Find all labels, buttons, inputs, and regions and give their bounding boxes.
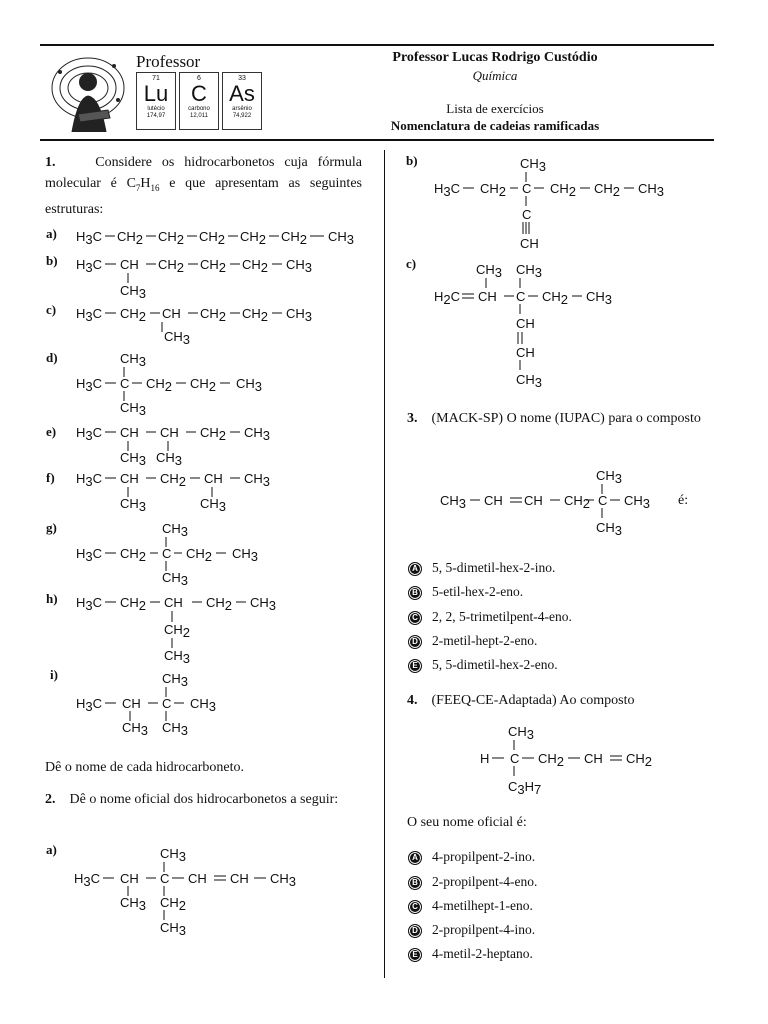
svg-text:CH2: CH2 bbox=[158, 257, 185, 275]
svg-text:CH3: CH3 bbox=[232, 546, 259, 564]
list-title: Lista de exercícios bbox=[446, 101, 544, 116]
svg-text:C: C bbox=[522, 207, 532, 222]
svg-text:CH: CH bbox=[524, 493, 543, 508]
column-divider bbox=[384, 150, 385, 978]
svg-text:CH3: CH3 bbox=[586, 289, 613, 307]
svg-text:CH2: CH2 bbox=[120, 546, 147, 564]
q2-label-b: b) bbox=[406, 153, 418, 168]
svg-text:CH3: CH3 bbox=[520, 156, 547, 174]
element-box-c: 6 C carbono 12,011 bbox=[179, 72, 219, 130]
option-a-badge: A bbox=[408, 562, 422, 576]
svg-text:H3C: H3C bbox=[76, 257, 103, 275]
svg-text:CH: CH bbox=[230, 871, 249, 886]
svg-text:CH: CH bbox=[120, 871, 139, 886]
q4-option-e: E 4-metil-2-heptano. bbox=[408, 946, 533, 962]
svg-text:CH3: CH3 bbox=[244, 425, 271, 443]
svg-text:CH3: CH3 bbox=[120, 400, 147, 417]
svg-text:CH2: CH2 bbox=[186, 546, 213, 564]
structure-q1-e bbox=[76, 423, 366, 467]
q2-label-c: c) bbox=[406, 256, 417, 271]
option-b-badge: B bbox=[408, 876, 422, 890]
svg-text:CH3: CH3 bbox=[286, 257, 313, 275]
svg-text:CH3: CH3 bbox=[270, 871, 297, 889]
q4-option-b: B 2-propilpent-4-eno. bbox=[408, 874, 537, 890]
svg-text:CH3: CH3 bbox=[120, 351, 147, 369]
svg-text:CH: CH bbox=[204, 471, 223, 486]
svg-text:CH3: CH3 bbox=[638, 181, 665, 199]
svg-text:CH2: CH2 bbox=[206, 595, 233, 613]
logo-word: Professor bbox=[136, 52, 201, 71]
svg-text:CH: CH bbox=[584, 751, 603, 766]
option-e-badge: E bbox=[408, 659, 422, 673]
svg-text:C: C bbox=[522, 181, 532, 196]
svg-text:CH3: CH3 bbox=[120, 283, 147, 298]
structure-q1-b bbox=[76, 252, 366, 298]
svg-text:C: C bbox=[516, 289, 526, 304]
q2-label-a: a) bbox=[46, 842, 57, 857]
svg-text:CH3: CH3 bbox=[156, 450, 183, 467]
svg-text:CH2: CH2 bbox=[164, 622, 191, 640]
structure-q2-a bbox=[74, 844, 374, 956]
svg-text:CH3: CH3 bbox=[190, 696, 217, 714]
top-rule bbox=[40, 44, 714, 46]
svg-text:CH: CH bbox=[478, 289, 497, 304]
svg-text:C3H7: C3H7 bbox=[508, 779, 542, 797]
svg-text:CH: CH bbox=[516, 345, 535, 360]
svg-text:CH3: CH3 bbox=[122, 720, 149, 738]
svg-text:CH3: CH3 bbox=[164, 648, 191, 666]
svg-text:CH2: CH2 bbox=[146, 376, 173, 394]
svg-text:CH: CH bbox=[164, 595, 183, 610]
svg-text:CH2: CH2 bbox=[120, 306, 147, 324]
svg-text:CH2: CH2 bbox=[240, 229, 267, 247]
svg-text:CH3: CH3 bbox=[160, 846, 187, 864]
svg-text:CH3: CH3 bbox=[162, 570, 189, 587]
q1-label-h: h) bbox=[46, 591, 58, 606]
question-2: 2. Dê o nome oficial dos hidrocarbonetos a seguir: bbox=[45, 792, 339, 807]
svg-text:CH2: CH2 bbox=[242, 257, 269, 275]
svg-text:C: C bbox=[510, 751, 520, 766]
svg-text:CH2: CH2 bbox=[542, 289, 569, 307]
structure-q1-g bbox=[76, 519, 366, 587]
q4-option-d: D 2-propilpent-4-ino. bbox=[408, 922, 535, 938]
element-box-as: 33 As arsênio 74,922 bbox=[222, 72, 262, 130]
option-a-badge: A bbox=[408, 851, 422, 865]
structure-q4 bbox=[480, 722, 680, 798]
q1-label-e: e) bbox=[46, 424, 57, 439]
svg-text:CH3: CH3 bbox=[516, 262, 543, 280]
option-d-badge: D bbox=[408, 635, 422, 649]
option-c-badge: C bbox=[408, 900, 422, 914]
svg-text:CH: CH bbox=[188, 871, 207, 886]
q1-label-f: f) bbox=[46, 470, 55, 485]
q4-prompt: O seu nome oficial é: bbox=[407, 815, 527, 830]
topic-title: Nomenclatura de cadeias ramificadas bbox=[390, 118, 600, 133]
teacher-name: Professor Lucas Rodrigo Custódio bbox=[392, 50, 598, 65]
svg-text:C: C bbox=[160, 871, 170, 886]
svg-text:CH2: CH2 bbox=[281, 229, 308, 247]
svg-text:H3C: H3C bbox=[74, 871, 101, 889]
portrait-image bbox=[48, 52, 134, 132]
professor-logo bbox=[48, 52, 268, 132]
svg-text:CH2: CH2 bbox=[160, 471, 187, 489]
structure-q1-a bbox=[76, 224, 366, 248]
svg-text:CH2: CH2 bbox=[200, 257, 227, 275]
svg-text:C: C bbox=[162, 546, 172, 561]
svg-text:CH2: CH2 bbox=[120, 595, 147, 613]
svg-text:H3C: H3C bbox=[76, 229, 103, 247]
svg-text:CH3: CH3 bbox=[120, 450, 147, 467]
structure-q2-b bbox=[434, 152, 724, 252]
q1-footer: Dê o nome de cada hidrocarboneto. bbox=[45, 760, 245, 775]
svg-text:H3C: H3C bbox=[76, 471, 103, 489]
structure-q1-d bbox=[76, 349, 366, 417]
svg-text:CH2: CH2 bbox=[190, 376, 217, 394]
q3-suffix: é: bbox=[678, 493, 689, 508]
svg-text:CH3: CH3 bbox=[164, 329, 191, 347]
subject: Química bbox=[472, 68, 518, 83]
element-box-lu: 71 Lu lutécio 174,97 bbox=[136, 72, 176, 130]
question-4: 4. (FEEQ-CE-Adaptada) Ao composto bbox=[407, 693, 635, 708]
svg-text:CH2: CH2 bbox=[200, 425, 227, 443]
svg-text:CH3: CH3 bbox=[596, 520, 623, 538]
q1-label-g: g) bbox=[46, 520, 57, 535]
svg-text:CH: CH bbox=[162, 306, 181, 321]
svg-text:CH2: CH2 bbox=[550, 181, 577, 199]
structure-q2-c bbox=[434, 260, 724, 390]
svg-text:C: C bbox=[598, 493, 608, 508]
q3-option-e: E 5, 5-dimetil-hex-2-eno. bbox=[408, 657, 558, 673]
svg-text:CH2: CH2 bbox=[242, 306, 269, 324]
svg-text:H3C: H3C bbox=[76, 696, 103, 714]
svg-text:CH3: CH3 bbox=[244, 471, 271, 489]
svg-text:CH2: CH2 bbox=[626, 751, 653, 769]
svg-text:CH: CH bbox=[120, 471, 139, 486]
svg-text:CH2: CH2 bbox=[564, 493, 591, 511]
periodic-boxes bbox=[136, 72, 266, 130]
svg-text:CH: CH bbox=[120, 257, 139, 272]
option-d-badge: D bbox=[408, 924, 422, 938]
structure-q1-h bbox=[76, 590, 366, 666]
svg-text:CH3: CH3 bbox=[120, 895, 147, 913]
q4-option-c: C 4-metilhept-1-eno. bbox=[408, 898, 533, 914]
svg-text:CH3: CH3 bbox=[624, 493, 651, 511]
svg-text:CH: CH bbox=[516, 316, 535, 331]
svg-text:CH3: CH3 bbox=[162, 720, 189, 738]
svg-text:CH3: CH3 bbox=[596, 468, 623, 486]
svg-text:CH3: CH3 bbox=[162, 521, 189, 539]
q3-option-d: D 2-metil-hept-2-eno. bbox=[408, 633, 537, 649]
svg-text:CH3: CH3 bbox=[286, 306, 313, 324]
structure-q1-f bbox=[76, 469, 366, 513]
svg-text:CH3: CH3 bbox=[120, 496, 147, 513]
svg-text:CH3: CH3 bbox=[250, 595, 277, 613]
svg-text:CH3: CH3 bbox=[508, 724, 535, 742]
question-3: 3. (MACK-SP) O nome (IUPAC) para o composto bbox=[407, 411, 701, 426]
svg-text:H3C: H3C bbox=[76, 376, 103, 394]
q1-label-d: d) bbox=[46, 350, 58, 365]
svg-text:CH: CH bbox=[122, 696, 141, 711]
svg-text:H3C: H3C bbox=[76, 425, 103, 443]
q1-label-b: b) bbox=[46, 253, 58, 268]
svg-text:CH3: CH3 bbox=[236, 376, 263, 394]
structure-q1-i bbox=[76, 669, 366, 739]
svg-text:CH3: CH3 bbox=[160, 920, 187, 938]
question-1: 1. Considere os hidrocarbonetos cuja fórmula molecular é $C_7H_{16}$ e que apresentam as seguintes estruturas: bbox=[45, 155, 363, 217]
svg-text:H2C: H2C bbox=[434, 289, 461, 307]
q1-label-i: i) bbox=[50, 667, 58, 682]
q4-option-a: A 4-propilpent-2-ino. bbox=[408, 849, 535, 865]
q3-option-b: B 5-etil-hex-2-eno. bbox=[408, 584, 523, 600]
svg-text:CH2: CH2 bbox=[117, 229, 144, 247]
svg-text:H3C: H3C bbox=[76, 595, 103, 613]
structure-q1-c bbox=[76, 301, 366, 347]
q3-option-a: A 5, 5-dimetil-hex-2-ino. bbox=[408, 560, 555, 576]
option-e-badge: E bbox=[408, 948, 422, 962]
header-bottom-rule bbox=[40, 139, 714, 141]
svg-text:CH3: CH3 bbox=[200, 496, 227, 513]
svg-text:H3C: H3C bbox=[76, 546, 103, 564]
svg-text:H: H bbox=[480, 751, 490, 766]
svg-text:CH2: CH2 bbox=[480, 181, 507, 199]
q3-option-c: C 2, 2, 5-trimetilpent-4-eno. bbox=[408, 609, 572, 625]
q1-label-c: c) bbox=[46, 302, 57, 317]
svg-text:CH2: CH2 bbox=[199, 229, 226, 247]
svg-text:H3C: H3C bbox=[76, 306, 103, 324]
svg-text:H3C: H3C bbox=[434, 181, 461, 199]
svg-text:CH2: CH2 bbox=[160, 895, 187, 913]
svg-text:C: C bbox=[120, 376, 130, 391]
option-c-badge: C bbox=[408, 611, 422, 625]
svg-text:CH3: CH3 bbox=[516, 372, 543, 390]
svg-text:CH3: CH3 bbox=[476, 262, 503, 280]
q1-label-a: a) bbox=[46, 226, 57, 241]
svg-text:C: C bbox=[162, 696, 172, 711]
svg-text:CH2: CH2 bbox=[200, 306, 227, 324]
structure-q3 bbox=[440, 466, 670, 538]
svg-text:CH: CH bbox=[484, 493, 503, 508]
option-b-badge: B bbox=[408, 586, 422, 600]
svg-text:CH3: CH3 bbox=[328, 229, 355, 247]
svg-text:CH2: CH2 bbox=[538, 751, 565, 769]
svg-text:CH: CH bbox=[120, 425, 139, 440]
svg-text:CH2: CH2 bbox=[158, 229, 185, 247]
svg-text:CH2: CH2 bbox=[594, 181, 621, 199]
svg-text:CH3: CH3 bbox=[440, 493, 467, 511]
svg-text:CH3: CH3 bbox=[162, 671, 189, 689]
svg-text:CH: CH bbox=[520, 236, 539, 251]
svg-text:CH: CH bbox=[160, 425, 179, 440]
